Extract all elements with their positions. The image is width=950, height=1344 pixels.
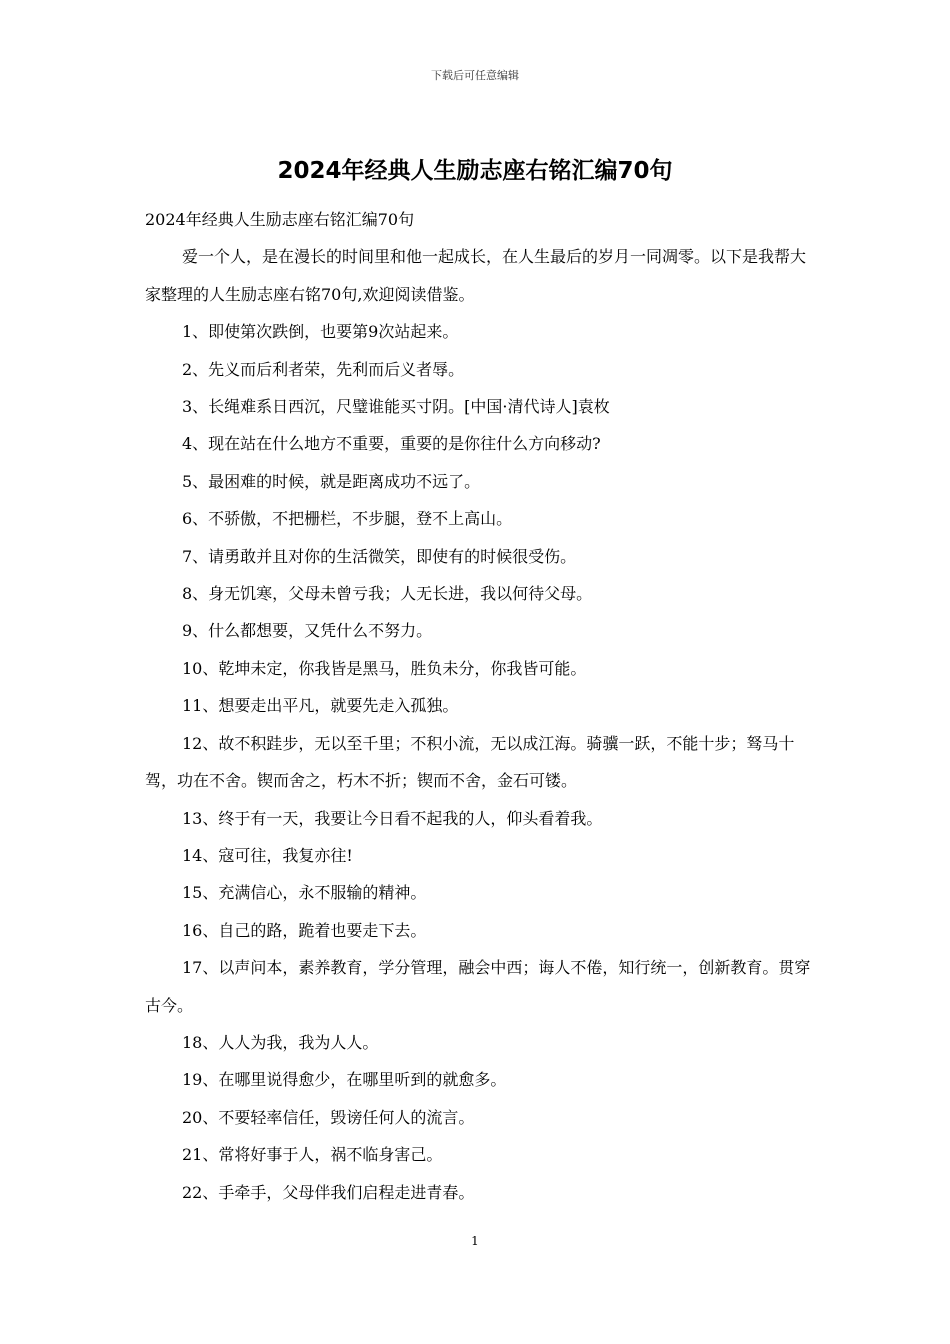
list-item: 19、在哪里说得愈少，在哪里听到的就愈多。 (182, 1070, 507, 1090)
list-item: 17、以声问本，素养教育，学分管理，融会中西；诲人不倦，知行统一，创新教育。贯穿古今。 (145, 958, 811, 1015)
list-item: 12、故不积跬步，无以至千里；不积小流，无以成江海。骑骥一跃，不能十步；驽马十驾，功在不舍。锲而舍之，朽木不折；锲而不舍，金石可镂。 (145, 733, 795, 791)
document-title: 2024年经典人生励志座右铭汇编70句 (277, 158, 673, 184)
list-item: 8、身无饥寒，父母未曾亏我；人无长进，我以何待父母。 (182, 584, 593, 604)
page-header: 下载后可任意编辑 (431, 69, 519, 82)
list-item: 1、即使第次跌倒，也要第9次站起来。 (182, 322, 459, 342)
page-number: 1 (471, 1234, 479, 1248)
document-subtitle: 2024年经典人生励志座右铭汇编70句 (145, 210, 415, 229)
list-item: 20、不要轻率信任，毁谤任何人的流言。 (182, 1107, 475, 1127)
list-item: 10、乾坤未定，你我皆是黑马，胜负未分，你我皆可能。 (182, 658, 587, 678)
list-item: 3、长绳难系日西沉，尺璧谁能买寸阴。[中国·清代诗人]袁枚 (182, 397, 610, 417)
list-item: 4、现在站在什么地方不重要，重要的是你往什么方向移动? (182, 434, 601, 454)
list-item: 14、寇可往，我复亦往! (182, 845, 353, 865)
list-item: 5、最困难的时候，就是距离成功不远了。 (182, 471, 481, 491)
list-item: 15、充满信心，永不服输的精神。 (182, 883, 427, 903)
list-item: 21、常将好事于人，祸不临身害己。 (182, 1145, 443, 1165)
list-item: 9、什么都想要，又凭什么不努力。 (182, 621, 433, 641)
intro-paragraph: 爱一个人，是在漫长的时间里和他一起成长，在人生最后的岁月一同凋零。以下是我帮大家整理的人生励志座右铭70句,欢迎阅读借鉴。 (145, 247, 807, 304)
list-item: 7、请勇敢并且对你的生活微笑，即使有的时候很受伤。 (182, 546, 577, 566)
list-item: 18、人人为我，我为人人。 (182, 1032, 379, 1052)
list-item: 11、想要走出平凡，就要先走入孤独。 (182, 696, 459, 716)
list-item: 16、自己的路，跪着也要走下去。 (182, 920, 427, 940)
document-body (145, 201, 815, 1211)
list-item: 22、手牵手，父母伴我们启程走进青春。 (182, 1182, 475, 1202)
list-item: 6、不骄傲，不把栅栏，不步腿，登不上高山。 (182, 509, 513, 529)
list-item: 13、终于有一天，我要让今日看不起我的人，仰头看着我。 (182, 808, 603, 828)
list-item: 2、先义而后利者荣，先利而后义者辱。 (182, 359, 465, 379)
